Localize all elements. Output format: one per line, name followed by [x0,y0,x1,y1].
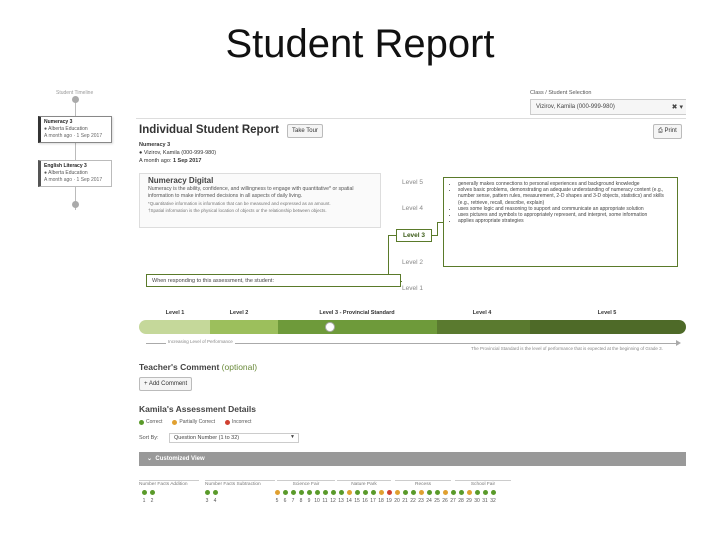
question-result-dot[interactable] [467,490,472,495]
level-bar-label: Level 1 [165,310,185,316]
question-result-dot[interactable] [427,490,432,495]
print-label: Print [664,128,677,134]
level-4-label[interactable]: Level 4 [402,205,423,212]
level-bar-label: Level 2 [229,310,249,316]
level-segment-5 [530,320,686,334]
slide-title: Student Report [225,22,495,66]
category-label: Number Facts Addition [139,480,199,487]
question-result-dot[interactable] [347,490,352,495]
x-icon [225,420,230,425]
printer-icon: ⎙ [658,128,665,134]
customized-view-label: Customized View [155,456,205,462]
spatial-note: †Spatial information is the physical location of objects or the relationship between objects. [148,208,327,213]
level-bar-labels [139,310,686,318]
question-result-dot[interactable] [363,490,368,495]
legend-partial: Partially Correct [172,419,215,425]
check-icon [139,420,144,425]
question-number: 6 [283,498,287,504]
comment-title: Teacher's Comment (optional) [139,362,258,372]
question-result-dot[interactable] [315,490,320,495]
question-number: 15 [354,498,360,504]
question-result-dot[interactable] [387,490,392,495]
question-result-dot[interactable] [491,490,496,495]
question-result-dot[interactable] [475,490,480,495]
question-number: 24 [426,498,432,504]
descriptor-item: • applies appropriate strategies [458,218,671,224]
question-number: 16 [362,498,368,504]
level-segment-1 [139,320,210,334]
arrow-label: Increasing Level of Performance [168,339,233,344]
question-number: 26 [442,498,448,504]
question-number: 32 [490,498,496,504]
question-number: 11 [322,498,328,504]
level-2-label[interactable]: Level 2 [402,259,423,266]
question-number: 29 [466,498,472,504]
question-result-dot[interactable] [355,490,360,495]
question-number: 18 [378,498,384,504]
legend-incorrect: Incorrect [225,419,251,425]
page-title: Individual Student Report [139,124,279,136]
level-bar-label: Level 5 [597,310,617,316]
details-title: Kamila's Assessment Details [139,404,256,414]
timeline-dot [72,96,79,103]
question-result-dot[interactable] [331,490,336,495]
question-result-dot[interactable] [435,490,440,495]
sort-select[interactable] [169,433,299,443]
question-number: 28 [458,498,464,504]
question-number: 1 [142,498,146,504]
customized-view-bar[interactable] [139,452,686,466]
question-number: 23 [418,498,424,504]
question-number: 2 [150,498,154,504]
question-result-dot[interactable] [142,490,147,495]
question-number: 21 [402,498,408,504]
category-label: Science Fair [277,480,335,487]
question-number: 8 [299,498,303,504]
question-result-dot[interactable] [275,490,280,495]
take-tour-button[interactable]: Take Tour [287,124,323,138]
question-number: 13 [338,498,344,504]
question-number: 20 [394,498,400,504]
descriptor-item: • generally makes connections to personal experiences and background knowledge [458,181,671,187]
person-icon: ● [44,170,48,176]
question-number: 3 [205,498,209,504]
add-comment-button[interactable]: + Add Comment [139,377,192,391]
arrow-head-icon [676,340,681,346]
quantitative-note: *Quantitative information is information that can be measured and expressed as an amount. [148,201,331,206]
level-segment-4 [437,320,530,334]
question-number: 22 [410,498,416,504]
category-label: Recess [395,480,451,487]
question-number: 10 [314,498,320,504]
student-select[interactable] [530,99,686,115]
question-categories [139,480,686,490]
selection-label: Class / Student Selection [530,90,592,96]
person-icon: ● [139,150,144,156]
level-3-descriptors [443,177,678,267]
card-school: Alberta Education [48,126,88,132]
question-number: 27 [450,498,456,504]
question-result-row [139,490,686,498]
legend-correct: Correct [139,419,162,425]
question-result-dot[interactable] [213,490,218,495]
question-result-dot[interactable] [395,490,400,495]
question-result-dot[interactable] [299,490,304,495]
level-segment-3 [278,320,437,334]
category-label: Nature Park [337,480,391,487]
question-number: 17 [370,498,376,504]
timeline-label: Student Timeline [56,90,94,96]
level-bar-label: Level 4 [472,310,492,316]
question-result-dot[interactable] [379,490,384,495]
student-name: ● Vizirov, Kamila (000-999-980) [139,150,217,156]
partial-icon [172,420,177,425]
question-result-dot[interactable] [339,490,344,495]
question-result-dot[interactable] [283,490,288,495]
chevron-down-icon: ⌄ [147,456,156,462]
category-label: Number Facts Subtraction [205,480,275,487]
level-bar [139,320,686,334]
connector-line [388,235,396,236]
question-result-dot[interactable] [371,490,376,495]
question-number: 25 [434,498,440,504]
question-number: 7 [291,498,295,504]
report-screenshot [36,88,686,510]
question-number: 12 [330,498,336,504]
level-1-label[interactable]: Level 1 [402,285,423,292]
card-title: Numeracy 3 [44,119,73,125]
question-number: 5 [275,498,279,504]
result-legend [139,419,251,425]
timeline-card-literacy[interactable] [38,160,112,187]
student-select-value: Vizirov, Kamila (000-999-980) [536,104,615,110]
question-result-dot[interactable] [411,490,416,495]
category-label: School Fair [455,480,511,487]
question-number: 9 [307,498,311,504]
student-level-marker [325,322,335,332]
descriptor-list [458,181,671,224]
question-result-dot[interactable] [323,490,328,495]
standard-note: The Provincial Standard is the level of performance that is expected at the beginning of Grade 3. [471,346,663,351]
timeline-line [75,98,76,210]
timeline-dot [72,201,79,208]
question-result-dot[interactable] [205,490,210,495]
descriptor-item: • uses pictures and symbols to appropriately represent, and interpret, some information [458,212,671,218]
level-3-label-selected[interactable]: Level 3 [396,229,432,242]
card-school: Alberta Education [48,170,88,176]
level-bar-label: Level 3 - Provincial Standard [319,310,395,316]
question-number-row [139,498,686,506]
print-button[interactable] [653,124,682,139]
response-prompt: When responding to this assessment, the student: [146,274,401,287]
numeracy-definition-text: Numeracy is the ability, confidence, and willingness to engage with quantitative* or spatial information to make informed decisions in all aspects of daily living. [148,186,354,199]
descriptor-item: • uses some logic and reasoning to support and communicate an appropriate solution [458,206,671,212]
question-result-dot[interactable] [451,490,456,495]
question-result-dot[interactable] [291,490,296,495]
question-result-dot[interactable] [150,490,155,495]
caret-down-icon: ▼ [290,434,295,440]
clear-caret-icon[interactable]: ✖ ▾ [671,104,683,111]
question-number: 31 [482,498,488,504]
timeline-card-numeracy[interactable] [38,116,112,143]
question-result-dot[interactable] [419,490,424,495]
level-segment-2 [210,320,278,334]
subject-name: Numeracy 3 [139,142,171,148]
question-number: 14 [346,498,352,504]
sort-value: Question Number (1 to 32) [174,435,240,441]
connector-line [437,222,438,236]
question-number: 4 [213,498,217,504]
question-result-dot[interactable] [307,490,312,495]
descriptor-item: • solves basic problems, demonstrating an adequate understanding of numeracy content (e.g., number sense, pattern rules, measurement, 2-D shapes and 3-D objects, statistics) and skills (e.g., retrieve, recall, describe, explain) [458,187,671,206]
question-result-dot[interactable] [443,490,448,495]
question-result-dot[interactable] [403,490,408,495]
card-date: A month ago · 1 Sep 2017 [44,177,103,183]
card-date: A month ago · 1 Sep 2017 [44,133,103,139]
numeracy-definition [139,173,381,228]
person-icon: ● [44,126,48,132]
report-date: A month ago: 1 Sep 2017 [139,158,202,164]
numeracy-title: Numeracy Digital [148,176,214,185]
question-result-dot[interactable] [483,490,488,495]
question-number: 19 [386,498,392,504]
card-title: English Literacy 3 [44,163,87,169]
sort-label: Sort By: [139,435,159,441]
question-number: 30 [474,498,480,504]
level-5-label[interactable]: Level 5 [402,179,423,186]
question-result-dot[interactable] [459,490,464,495]
